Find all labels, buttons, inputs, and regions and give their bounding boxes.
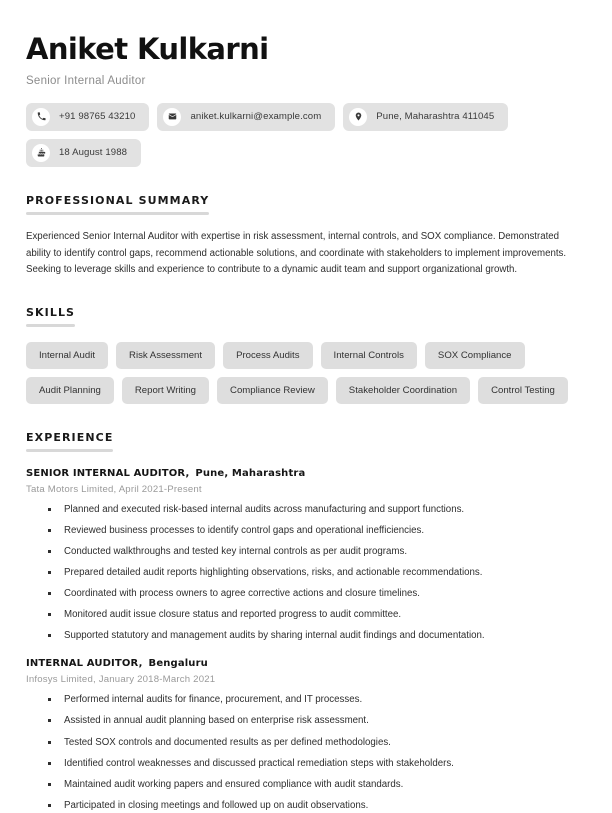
job-bullet: Maintained audit working papers and ensured compliance with audit standards.: [26, 778, 586, 792]
skill-chip[interactable]: Compliance Review: [217, 377, 328, 404]
professional-summary-section: [26, 191, 586, 279]
skill-chip[interactable]: Internal Controls: [321, 342, 417, 369]
resume-header: [26, 34, 586, 167]
skill-chip[interactable]: Process Audits: [223, 342, 312, 369]
contact-chip-text: +91 98765 43210: [59, 111, 136, 123]
job-bullet: Monitored audit issue closure status and reported progress to audit committee.: [26, 608, 586, 622]
candidate-name: Aniket Kulkarni: [26, 32, 269, 66]
skills-section: [26, 303, 586, 404]
contact-chip-row: [26, 103, 586, 167]
job-location: Pune, Maharashtra: [195, 467, 306, 479]
contact-chip-text: aniket.kulkarni@example.com: [190, 111, 322, 123]
contact-chip-birthday-cake[interactable]: [26, 139, 141, 167]
experience-entry: [26, 468, 586, 643]
experience-job-list: [26, 468, 586, 813]
skill-chip[interactable]: Audit Planning: [26, 377, 114, 404]
job-title-line: [26, 468, 586, 479]
section-title-summary: PROFESSIONAL SUMMARY: [26, 193, 210, 207]
job-bullet: Coordinated with process owners to agree corrective actions and closure timelines.: [26, 587, 586, 601]
birthday-cake-icon: [32, 144, 50, 162]
section-divider: [26, 449, 113, 452]
skill-chip[interactable]: Control Testing: [478, 377, 568, 404]
skills-heading-group: [26, 306, 75, 327]
contact-chip-location-pin[interactable]: [343, 103, 508, 131]
skill-chip[interactable]: SOX Compliance: [425, 342, 525, 369]
job-bullet: Assisted in annual audit planning based on enterprise risk assessment.: [26, 714, 586, 728]
skill-chip[interactable]: Risk Assessment: [116, 342, 215, 369]
summary-heading-group: [26, 194, 209, 215]
candidate-headline: Senior Internal Auditor: [26, 74, 146, 87]
job-location: Bengaluru: [148, 658, 208, 670]
skills-chip-list: [26, 342, 586, 404]
contact-chip-text: 18 August 1988: [59, 147, 128, 159]
contact-chip-email[interactable]: [157, 103, 335, 131]
job-role: SENIOR INTERNAL AUDITOR,: [26, 467, 190, 479]
summary-body-text: Experienced Senior Internal Auditor with expertise in risk assessment, internal controls, and SOX compliance. Demonstrated ability to identify control gaps, recommend actionable solutions, and coordinate with stakeholders to implement improvements. Seeking to leverage skills and experience to contribute to a dynamic audit team and support organizational growth.: [26, 230, 567, 276]
job-bullet: Reviewed business processes to identify control gaps and operational inefficiencies.: [26, 524, 586, 538]
section-divider: [26, 324, 75, 327]
experience-section: [26, 428, 586, 813]
job-role: INTERNAL AUDITOR,: [26, 658, 143, 670]
section-title-skills: SKILLS: [26, 305, 76, 319]
skill-chip[interactable]: Report Writing: [122, 377, 209, 404]
job-bullet: Supported statutory and management audits by sharing internal audit findings and documentation.: [26, 629, 586, 643]
experience-entry: [26, 658, 586, 812]
section-title-experience: EXPERIENCE: [26, 430, 114, 444]
contact-chip-text: Pune, Maharashtra 411045: [376, 111, 495, 123]
job-company-dates: Tata Motors Limited, April 2021-Present: [26, 483, 202, 495]
experience-heading-group: [26, 431, 113, 452]
job-bullet-list: [26, 693, 586, 812]
job-bullet: Planned and executed risk-based internal audits across manufacturing and support functions.: [26, 503, 586, 517]
job-company-dates: Infosys Limited, January 2018-March 2021: [26, 674, 216, 686]
job-bullet: Conducted walkthroughs and tested key internal controls as per audit programs.: [26, 545, 586, 559]
phone-icon: [32, 108, 50, 126]
skill-chip[interactable]: Stakeholder Coordination: [336, 377, 470, 404]
job-bullet: Performed internal audits for finance, procurement, and IT processes.: [26, 693, 586, 707]
job-bullet-list: [26, 503, 586, 643]
email-icon: [163, 108, 181, 126]
job-bullet: Tested SOX controls and documented results as per defined methodologies.: [26, 736, 586, 750]
skill-chip[interactable]: Internal Audit: [26, 342, 108, 369]
contact-chip-phone[interactable]: [26, 103, 149, 131]
section-divider: [26, 212, 209, 215]
job-title-line: [26, 658, 586, 669]
location-pin-icon: [349, 108, 367, 126]
job-bullet: Identified control weaknesses and discussed practical remediation steps with stakeholders.: [26, 757, 586, 771]
job-bullet: Prepared detailed audit reports highlighting observations, risks, and actionable recommendations.: [26, 566, 586, 580]
job-bullet: Participated in closing meetings and followed up on audit observations.: [26, 799, 586, 813]
